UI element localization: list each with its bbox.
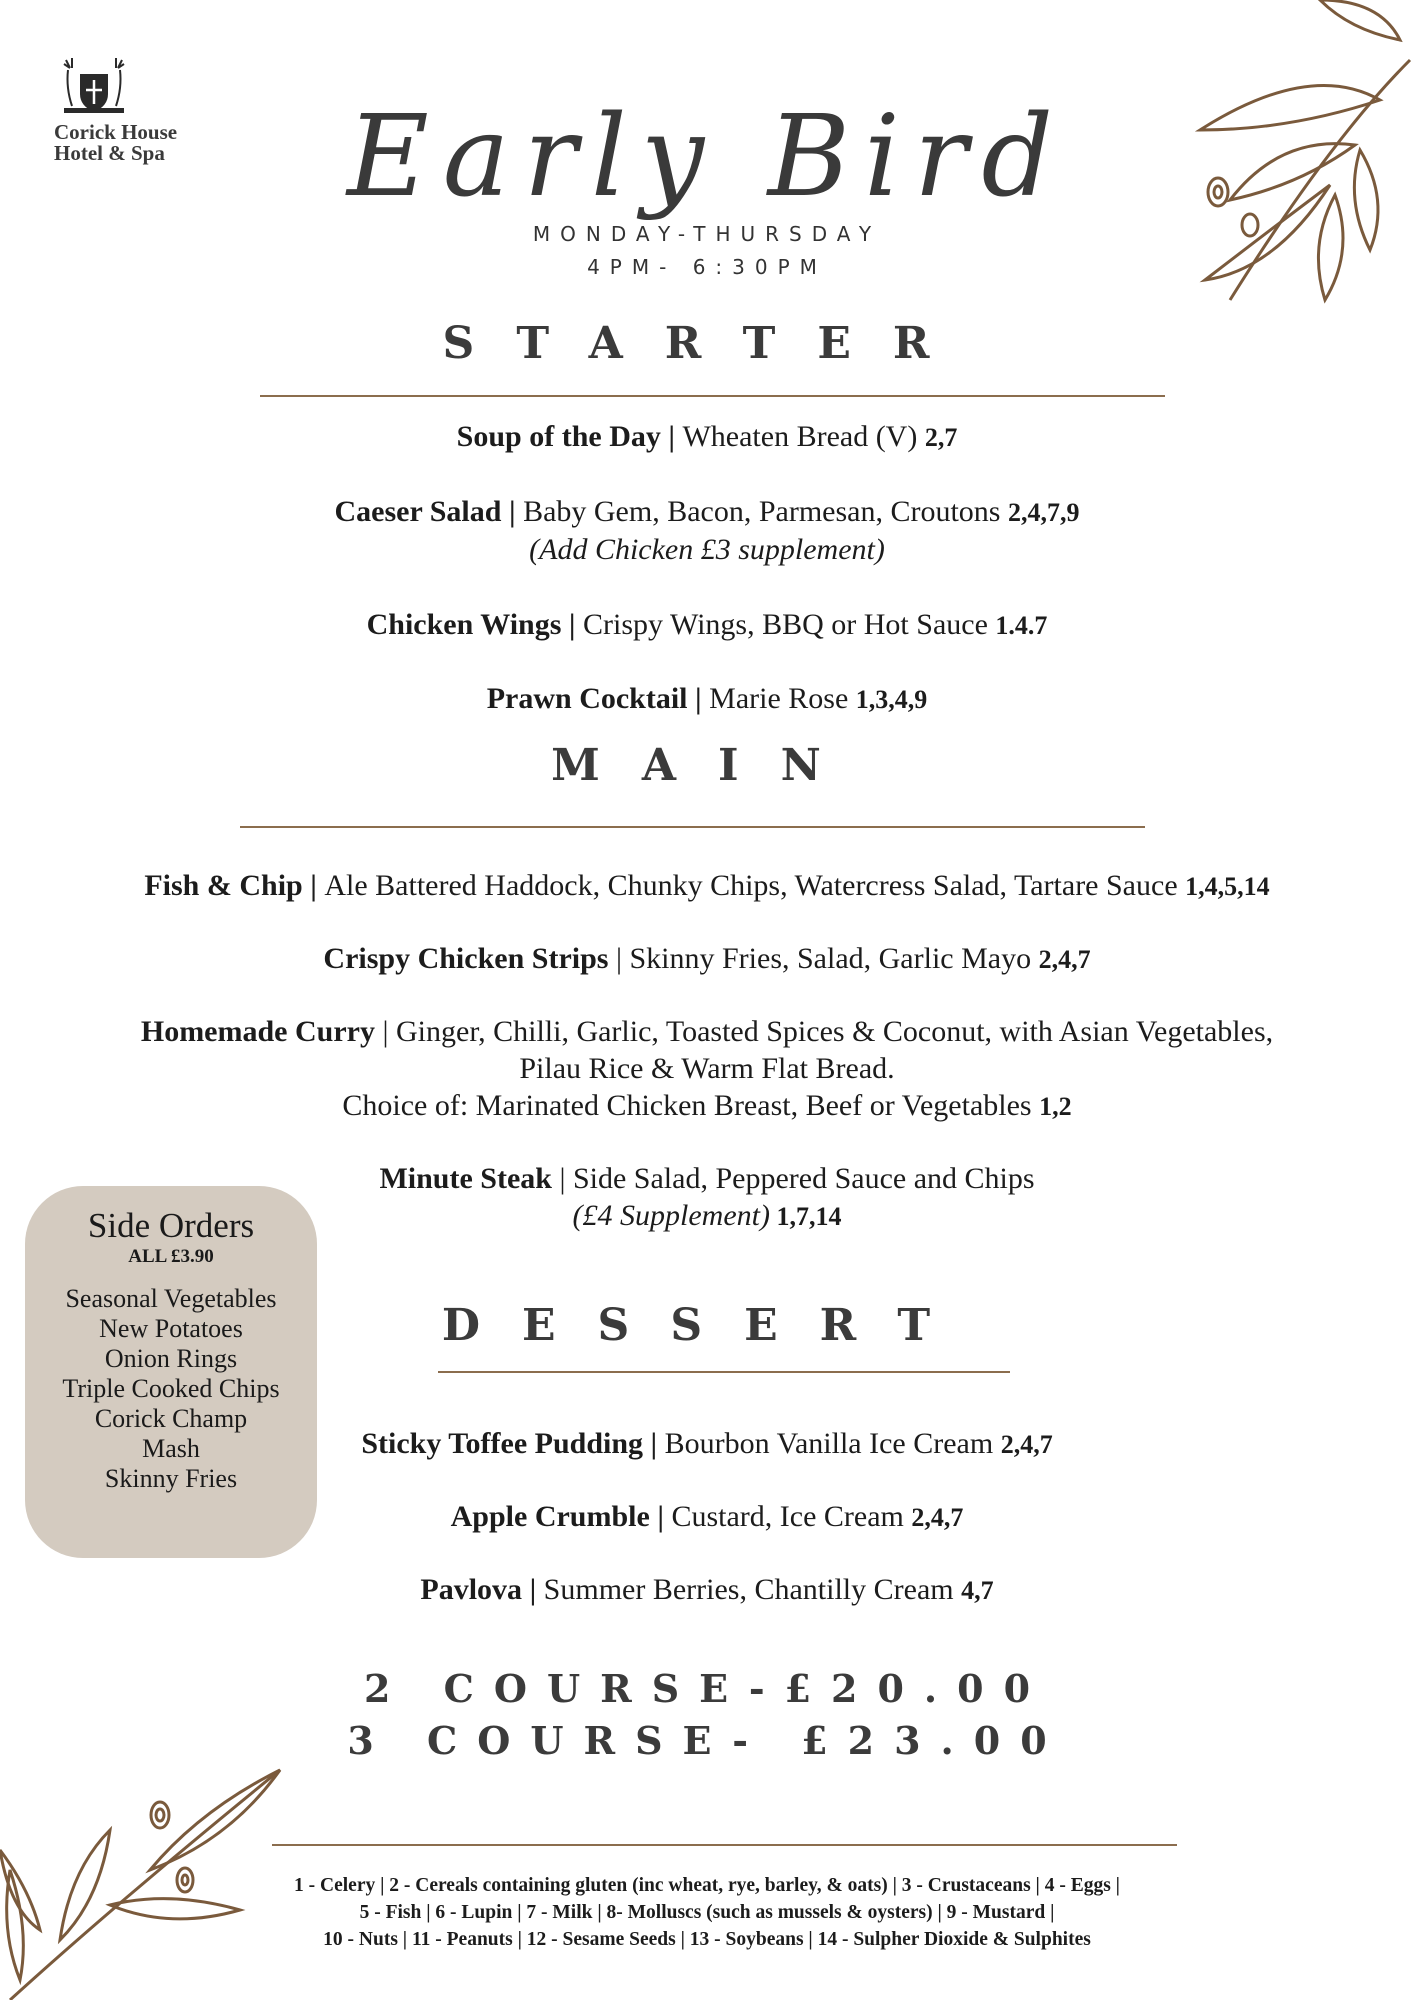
list-item: New Potatoes [99,1314,243,1343]
menu-item: Pavlova | Summer Berries, Chantilly Cream 4,7 [420,1573,994,1606]
menu-item: Soup of the Day | Wheaten Bread (V) 2,7 [456,420,958,453]
footer-divider [272,1844,1177,1846]
menu-item: Caeser Salad | Baby Gem, Bacon, Parmesan, Croutons 2,4,7,9 (Add Chicken £3 supplement) [334,495,1080,566]
menu-item: Apple Crumble | Custard, Ice Cream 2,4,7 [450,1500,964,1533]
allergen-key-line: 10 - Nuts | 11 - Peanuts | 12 - Sesame Seeds | 13 - Soybeans | 14 - Sulpher Dioxide & Sulphites [323,1929,1091,1950]
menu-item: Fish & Chip | Ale Battered Haddock, Chunky Chips, Watercress Salad, Tartare Sauce 1,4,5,14 [144,869,1270,902]
two-course-price: 2 COURSE-£20.00 [363,1666,1051,1711]
allergen-key [0,1872,1414,1953]
dessert-heading: DESSERT [441,1300,973,1351]
menu-item: Homemade Curry | Ginger, Chilli, Garlic, Toasted Spices & Coconut, with Asian Vegetables, Pilau Rice & Warm Flat Bread. Choice of: Marinated Chicken Breast, Beef or Vegetables 1,2 [140,1015,1274,1122]
menu-item: Sticky Toffee Pudding | Bourbon Vanilla Ice Cream 2,4,7 [361,1427,1053,1460]
menu-days: MONDAY-THURSDAY [532,222,882,246]
three-course-price: 3 COURSE- £23.00 [347,1718,1067,1763]
side-orders-title: Side Orders [87,1206,255,1245]
list-item: Triple Cooked Chips [62,1374,280,1403]
allergen-key-line: 1 - Celery | 2 - Cereals containing gluten (inc wheat, rye, barley, & oats) | 3 - Crustaceans | 4 - Eggs | [294,1875,1120,1896]
main-heading: MAIN [551,740,863,791]
starter-divider [260,395,1165,397]
menu-item: Chicken Wings | Crispy Wings, BBQ or Hot Sauce 1.4.7 [366,608,1048,641]
list-item: Corick Champ [94,1404,248,1433]
list-item: Onion Rings [104,1344,238,1373]
leaf-branch-icon [0,1730,290,2000]
main-divider [240,826,1145,828]
menu-title: Early Bird [346,92,1068,222]
list-item: Mash [142,1434,200,1463]
logo-line-1: Corick House [54,120,178,144]
menu-item: Crispy Chicken Strips | Skinny Fries, Salad, Garlic Mayo 2,4,7 [323,942,1091,975]
starter-heading: STARTER [442,318,972,369]
side-orders-price: ALL £3.90 [128,1246,214,1267]
list-item: Skinny Fries [104,1464,238,1493]
allergen-key-line: 5 - Fish | 6 - Lupin | 7 - Milk | 8- Molluscs (such as mussels & oysters) | 9 - Mustard | [359,1902,1055,1923]
dessert-divider [438,1371,1010,1373]
menu-item: Prawn Cocktail | Marie Rose 1,3,4,9 [486,682,928,715]
logo-line-2: Hotel & Spa [54,141,165,165]
list-item: Seasonal Vegetables [65,1284,277,1313]
menu-times: 4PM- 6:30PM [587,255,827,279]
menu-item: Minute Steak | Side Salad, Peppered Sauce and Chips (£4 Supplement) 1,7,14 [379,1162,1035,1232]
